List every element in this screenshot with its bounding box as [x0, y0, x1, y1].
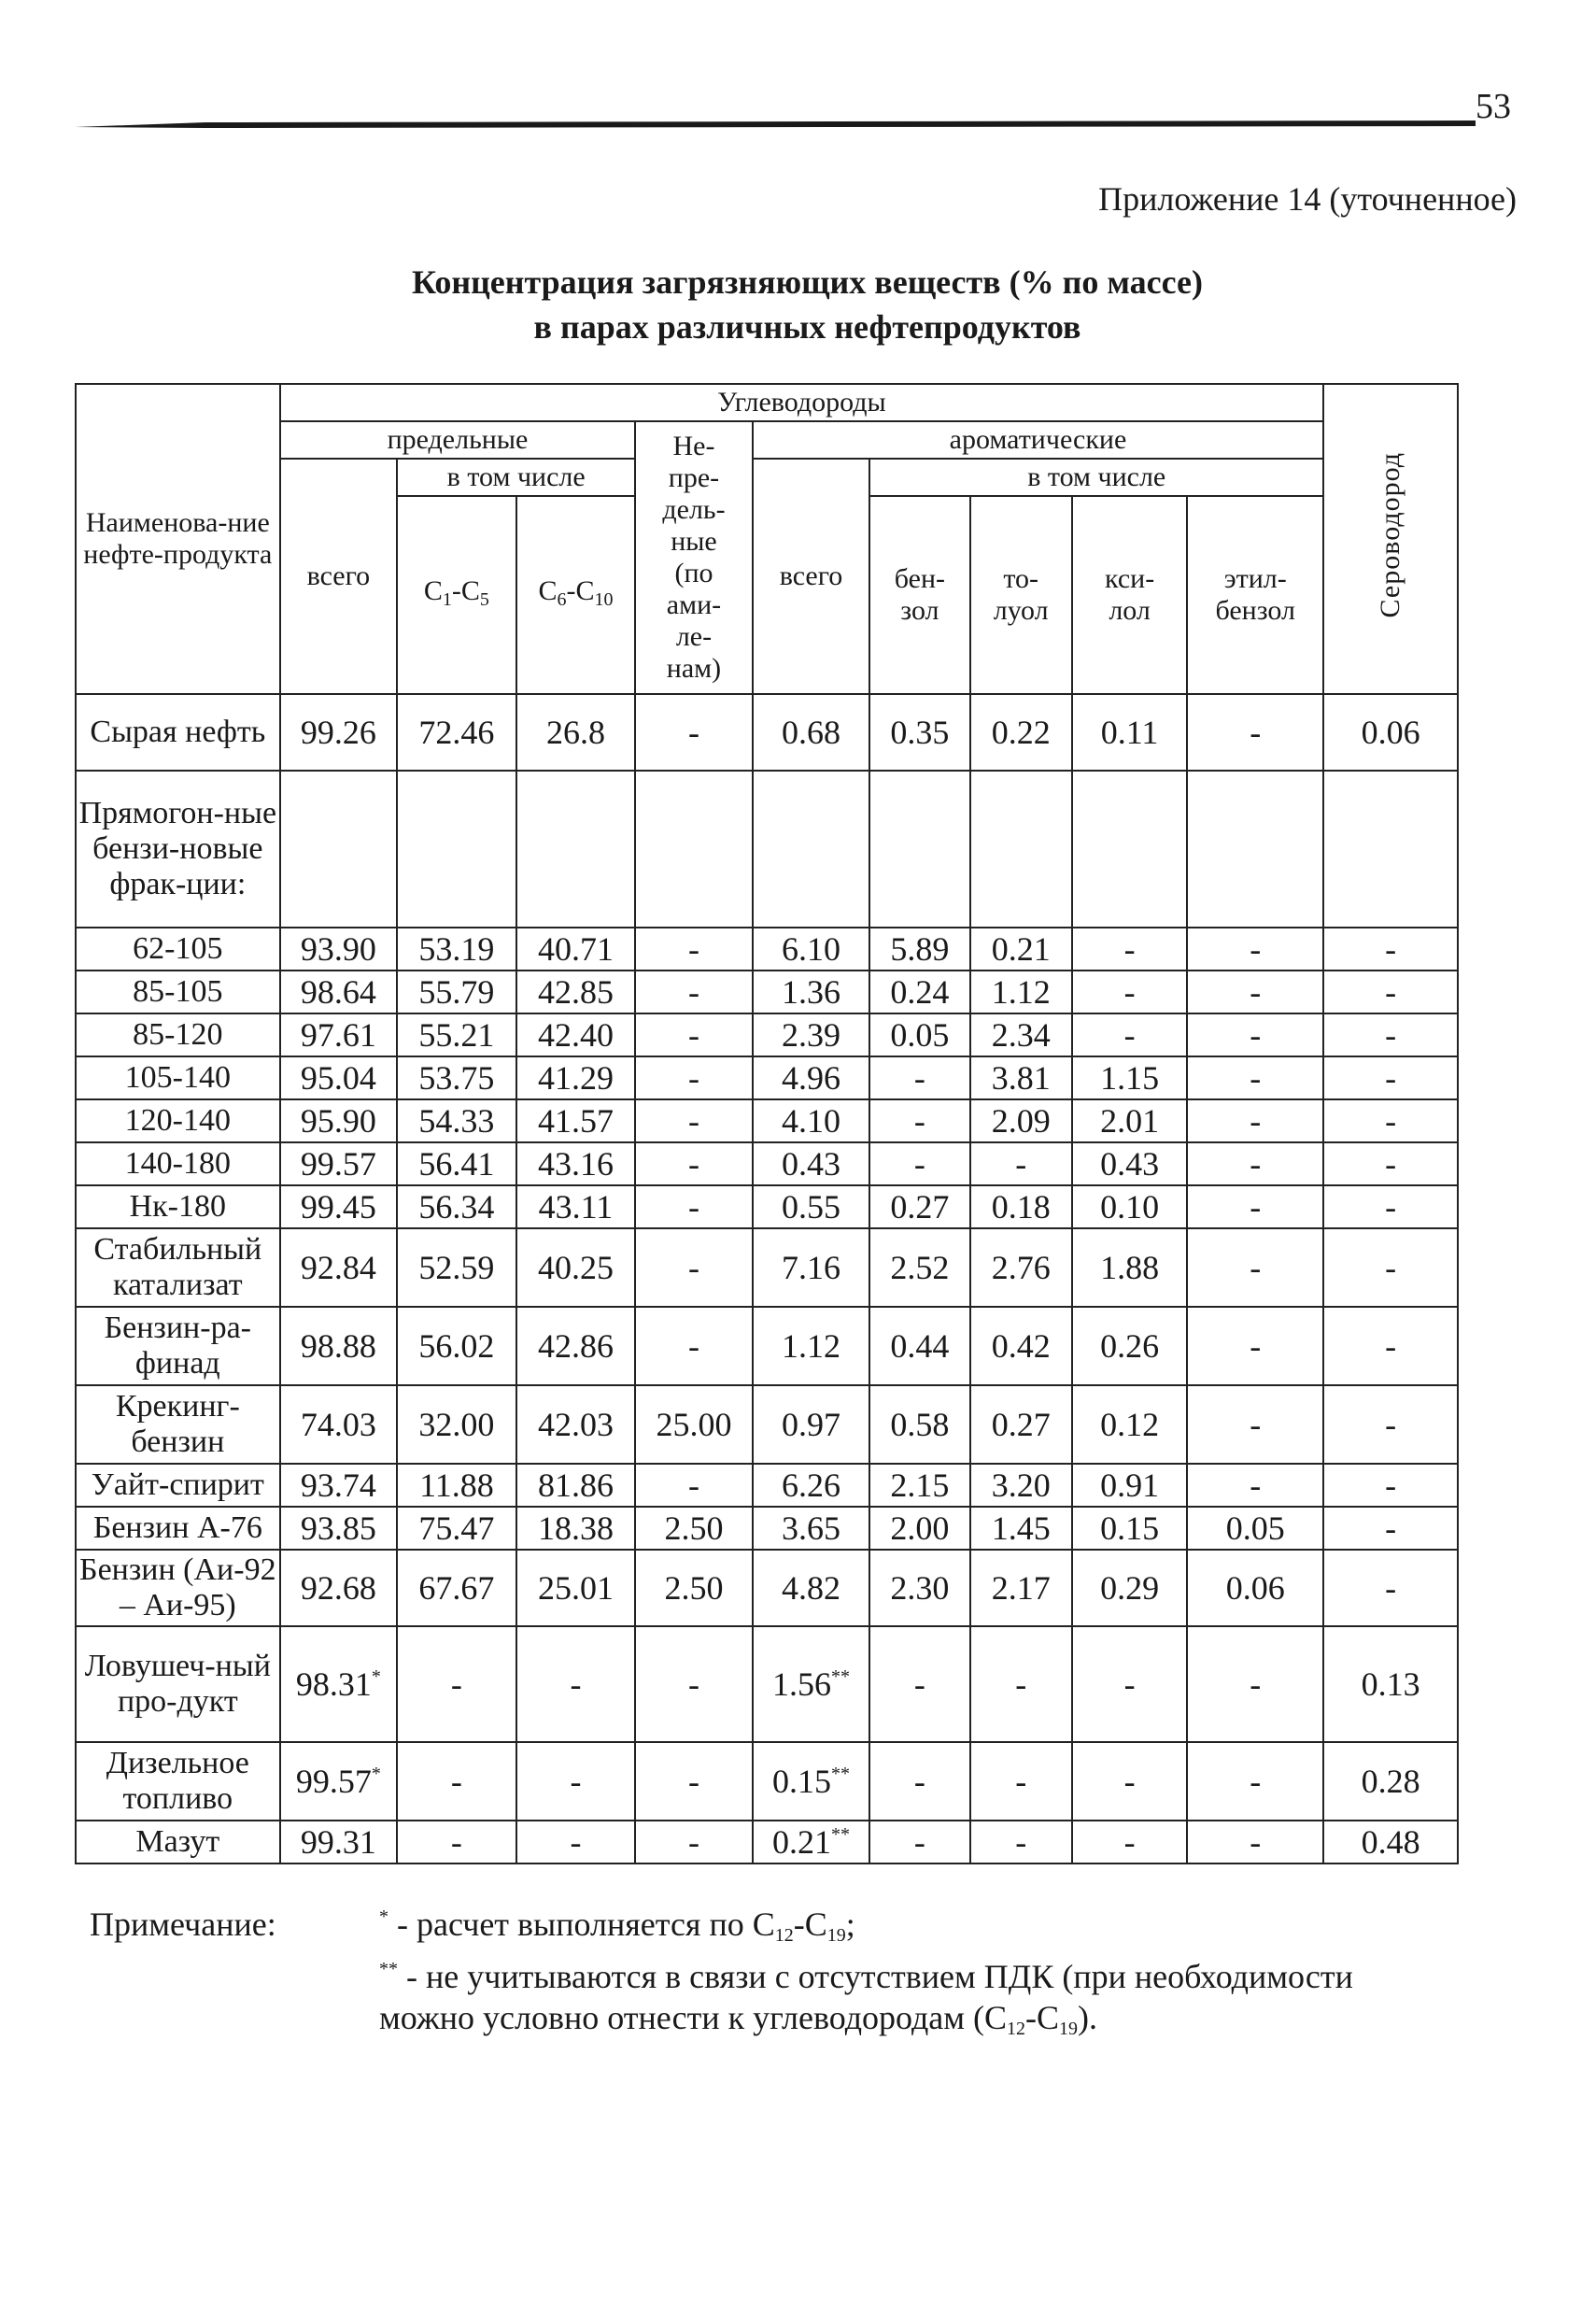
footnote-mark: **: [830, 1666, 850, 1687]
value-cell: 0.44: [869, 1307, 969, 1385]
value-cell: -: [1187, 928, 1323, 971]
table-row: [76, 1550, 1458, 1626]
value-cell: 0.06: [1323, 694, 1458, 771]
value-cell: 53.19: [397, 928, 516, 971]
page-title: [0, 260, 1596, 349]
value-cell: 4.96: [753, 1056, 870, 1099]
value-cell: 0.11: [1072, 694, 1187, 771]
group-row-straight-run: [76, 771, 1458, 928]
value-cell: 0.97: [753, 1385, 870, 1464]
value-cell: -: [1323, 971, 1458, 1013]
footnote-mark: **: [830, 1824, 850, 1845]
value-cell: -: [1187, 971, 1323, 1013]
empty-cell: [280, 771, 398, 928]
value-cell: -: [1072, 1742, 1187, 1821]
value-cell: 32.00: [397, 1385, 516, 1464]
value-cell: -: [1187, 1385, 1323, 1464]
value-cell: 2.30: [869, 1550, 969, 1626]
value-cell: 7.16: [753, 1228, 870, 1307]
header-xylene: кси-лол: [1072, 496, 1187, 694]
value-cell: 0.42: [970, 1307, 1072, 1385]
value-cell: 67.67: [397, 1550, 516, 1626]
value-cell: 11.88: [397, 1464, 516, 1507]
value-cell: 98.88: [280, 1307, 398, 1385]
value-cell: -: [1323, 1228, 1458, 1307]
row-name: Дизельное топливо: [76, 1742, 280, 1821]
value-cell: 2.01: [1072, 1099, 1187, 1142]
value-cell: 56.34: [397, 1185, 516, 1228]
value-cell: 92.68: [280, 1550, 398, 1626]
value-cell: 2.39: [753, 1013, 870, 1056]
value-cell: 18.38: [516, 1507, 636, 1550]
value-cell: 2.09: [970, 1099, 1072, 1142]
row-name: Стабильный катализат: [76, 1228, 280, 1307]
value-cell: -: [869, 1056, 969, 1099]
table-row: [76, 1185, 1458, 1228]
value-cell: -: [1072, 928, 1187, 971]
appendix-label: Приложение 14 (уточненное): [1098, 180, 1517, 218]
value-cell: 43.11: [516, 1185, 636, 1228]
value-cell: 0.18: [970, 1185, 1072, 1228]
value-cell: -: [516, 1626, 636, 1742]
value-cell: -: [1187, 1142, 1323, 1185]
row-name: Прямогон-ные бензи-новые фрак-ции:: [76, 771, 280, 928]
header-toluene: то-луол: [970, 496, 1072, 694]
header-c6-c10: $C_6-C_{10}$: [516, 496, 636, 694]
footnote-mark: *: [371, 1666, 381, 1687]
value-cell: 40.71: [516, 928, 636, 971]
value-cell: -: [635, 1464, 753, 1507]
row-name: Бензин-ра-финад: [76, 1307, 280, 1385]
value-cell: 0.15**: [753, 1742, 870, 1821]
row-name: Бензин (Аи-92 – Аи-95): [76, 1550, 280, 1626]
value-cell: -: [635, 694, 753, 771]
value-cell: 75.47: [397, 1507, 516, 1550]
header-benzene: бен-зол: [869, 496, 969, 694]
value-cell: -: [1323, 1185, 1458, 1228]
value-cell: 0.22: [970, 694, 1072, 771]
value-cell: -: [869, 1626, 969, 1742]
row-name: 62-105: [76, 928, 280, 971]
value-cell: 0.05: [869, 1013, 969, 1056]
value-cell: 2.76: [970, 1228, 1072, 1307]
value-cell: 0.29: [1072, 1550, 1187, 1626]
value-cell: 0.27: [869, 1185, 969, 1228]
value-cell: -: [1187, 1056, 1323, 1099]
value-cell: -: [869, 1099, 969, 1142]
empty-cell: [397, 771, 516, 928]
value-cell: -: [1187, 1742, 1323, 1821]
value-cell: -: [397, 1821, 516, 1863]
value-cell: 1.15: [1072, 1056, 1187, 1099]
value-cell: -: [635, 928, 753, 971]
value-cell: -: [1187, 1464, 1323, 1507]
value-cell: 0.43: [753, 1142, 870, 1185]
table-row: [76, 1099, 1458, 1142]
value-cell: -: [1187, 1185, 1323, 1228]
value-cell: -: [635, 1142, 753, 1185]
value-cell: 6.26: [753, 1464, 870, 1507]
header-h2s-label: Сероводород: [1375, 452, 1406, 618]
value-cell: -: [1323, 1550, 1458, 1626]
table-row: [76, 1507, 1458, 1550]
footnote-line-1: * - расчет выполняется по $C_{12}-C_{19}$;: [379, 1906, 855, 1946]
value-cell: 98.64: [280, 971, 398, 1013]
value-cell: 42.03: [516, 1385, 636, 1464]
footnote-mark: *: [371, 1764, 381, 1784]
header-row-1: [76, 384, 1458, 421]
value-cell: -: [1187, 1228, 1323, 1307]
value-cell: 0.15: [1072, 1507, 1187, 1550]
header-unsaturated: Не-пре-дель-ные (по ами-ле-нам): [635, 421, 753, 694]
value-cell: 26.8: [516, 694, 636, 771]
table-row: [76, 1013, 1458, 1056]
value-cell: -: [1187, 1821, 1323, 1863]
value-cell: 56.02: [397, 1307, 516, 1385]
empty-cell: [1072, 771, 1187, 928]
value-cell: 2.50: [635, 1550, 753, 1626]
header-rule: [75, 120, 1476, 129]
value-cell: -: [397, 1626, 516, 1742]
value-cell: -: [635, 1821, 753, 1863]
value-cell: 93.74: [280, 1464, 398, 1507]
empty-cell: [1323, 771, 1458, 928]
value-cell: -: [1187, 1307, 1323, 1385]
value-cell: 25.00: [635, 1385, 753, 1464]
value-cell: 1.45: [970, 1507, 1072, 1550]
value-cell: -: [516, 1742, 636, 1821]
value-cell: 1.12: [970, 971, 1072, 1013]
value-cell: 0.26: [1072, 1307, 1187, 1385]
title-line-2: в парах различных нефтепродуктов: [533, 308, 1081, 346]
row-name: Мазут: [76, 1821, 280, 1863]
value-cell: 0.68: [753, 694, 870, 771]
value-cell: 0.05: [1187, 1507, 1323, 1550]
value-cell: 0.21**: [753, 1821, 870, 1863]
value-cell: -: [1323, 1385, 1458, 1464]
concentration-table: [75, 383, 1459, 1864]
header-saturated-total: всего: [280, 459, 398, 694]
table-row: [76, 1742, 1458, 1821]
table-row: [76, 971, 1458, 1013]
value-cell: 0.13: [1323, 1626, 1458, 1742]
value-cell: 81.86: [516, 1464, 636, 1507]
empty-cell: [869, 771, 969, 928]
value-cell: 42.85: [516, 971, 636, 1013]
value-cell: 41.57: [516, 1099, 636, 1142]
footnote-mark: **: [830, 1764, 850, 1784]
value-cell: -: [970, 1821, 1072, 1863]
value-cell: -: [635, 1228, 753, 1307]
value-cell: -: [1187, 694, 1323, 771]
value-cell: -: [516, 1821, 636, 1863]
value-cell: -: [635, 1099, 753, 1142]
value-cell: 41.29: [516, 1056, 636, 1099]
row-name: 85-120: [76, 1013, 280, 1056]
value-cell: 55.21: [397, 1013, 516, 1056]
value-cell: -: [1187, 1013, 1323, 1056]
header-product-name: Наименова-ние нефте-продукта: [76, 384, 280, 694]
table-row: [76, 1385, 1458, 1464]
value-cell: 97.61: [280, 1013, 398, 1056]
value-cell: -: [635, 1742, 753, 1821]
value-cell: 0.43: [1072, 1142, 1187, 1185]
value-cell: -: [1187, 1626, 1323, 1742]
empty-cell: [753, 771, 870, 928]
value-cell: 2.00: [869, 1507, 969, 1550]
header-saturated-including: в том числе: [397, 459, 635, 496]
value-cell: 53.75: [397, 1056, 516, 1099]
value-cell: 0.91: [1072, 1464, 1187, 1507]
value-cell: 0.55: [753, 1185, 870, 1228]
value-cell: -: [635, 1185, 753, 1228]
value-cell: -: [1323, 1507, 1458, 1550]
value-cell: -: [970, 1626, 1072, 1742]
value-cell: -: [397, 1742, 516, 1821]
table-row: [76, 1142, 1458, 1185]
value-cell: 2.50: [635, 1507, 753, 1550]
value-cell: 56.41: [397, 1142, 516, 1185]
row-name: 85-105: [76, 971, 280, 1013]
header-row-2: [76, 421, 1458, 459]
row-name: Уайт-спирит: [76, 1464, 280, 1507]
table-row: [76, 1821, 1458, 1863]
value-cell: 99.31: [280, 1821, 398, 1863]
value-cell: 2.34: [970, 1013, 1072, 1056]
value-cell: 98.31*: [280, 1626, 398, 1742]
empty-cell: [1187, 771, 1323, 928]
value-cell: -: [1323, 1056, 1458, 1099]
value-cell: 3.65: [753, 1507, 870, 1550]
value-cell: 99.26: [280, 694, 398, 771]
page-number: 53: [1476, 87, 1511, 126]
header-aromatic-including: в том числе: [869, 459, 1323, 496]
value-cell: -: [635, 1056, 753, 1099]
value-cell: -: [1323, 1099, 1458, 1142]
value-cell: 3.81: [970, 1056, 1072, 1099]
footnote-body: [379, 1904, 1453, 2049]
value-cell: 0.10: [1072, 1185, 1187, 1228]
value-cell: 1.12: [753, 1307, 870, 1385]
value-cell: -: [1187, 1099, 1323, 1142]
value-cell: 93.85: [280, 1507, 398, 1550]
value-cell: -: [635, 971, 753, 1013]
value-cell: -: [869, 1821, 969, 1863]
header-saturated: предельные: [280, 421, 636, 459]
header-aromatic-total: всего: [753, 459, 870, 694]
value-cell: 1.36: [753, 971, 870, 1013]
table-row: [76, 1307, 1458, 1385]
row-name: Нк-180: [76, 1185, 280, 1228]
value-cell: 0.27: [970, 1385, 1072, 1464]
value-cell: 0.48: [1323, 1821, 1458, 1863]
row-name: Ловушеч-ный про-дукт: [76, 1626, 280, 1742]
table-row: [76, 1626, 1458, 1742]
header-row-3: [76, 459, 1458, 496]
value-cell: 93.90: [280, 928, 398, 971]
value-cell: -: [635, 1013, 753, 1056]
row-name: Бензин А-76: [76, 1507, 280, 1550]
value-cell: 95.90: [280, 1099, 398, 1142]
title-line-1: Концентрация загрязняющих веществ (% по массе): [412, 263, 1203, 301]
table-row: [76, 928, 1458, 971]
table-row: [76, 1464, 1458, 1507]
value-cell: 1.56**: [753, 1626, 870, 1742]
value-cell: 0.58: [869, 1385, 969, 1464]
value-cell: -: [1072, 1013, 1187, 1056]
value-cell: -: [1323, 928, 1458, 971]
value-cell: 4.10: [753, 1099, 870, 1142]
row-name: 105-140: [76, 1056, 280, 1099]
value-cell: -: [970, 1142, 1072, 1185]
table-row: [76, 694, 1458, 771]
value-cell: 3.20: [970, 1464, 1072, 1507]
value-cell: 42.40: [516, 1013, 636, 1056]
header-c1-c5: $C_1-C_5$: [397, 496, 516, 694]
value-cell: 55.79: [397, 971, 516, 1013]
value-cell: 0.21: [970, 928, 1072, 971]
value-cell: 0.28: [1323, 1742, 1458, 1821]
value-cell: -: [1323, 1464, 1458, 1507]
value-cell: 0.12: [1072, 1385, 1187, 1464]
footnote-line-2: ** - не учитываются в связи с отсутствием ПДК (при необходимости можно условно отнести к углеводородам $(C_{12}-C_{19})$.: [379, 1958, 1353, 2039]
value-cell: 1.88: [1072, 1228, 1187, 1307]
value-cell: -: [1323, 1142, 1458, 1185]
row-name: Сырая нефть: [76, 694, 280, 771]
value-cell: 99.45: [280, 1185, 398, 1228]
value-cell: 4.82: [753, 1550, 870, 1626]
value-cell: 99.57*: [280, 1742, 398, 1821]
value-cell: 0.06: [1187, 1550, 1323, 1626]
value-cell: 0.24: [869, 971, 969, 1013]
value-cell: 92.84: [280, 1228, 398, 1307]
value-cell: -: [869, 1142, 969, 1185]
footnote-label: Примечание:: [90, 1906, 276, 1943]
table-row: [76, 1228, 1458, 1307]
value-cell: 25.01: [516, 1550, 636, 1626]
row-name: Крекинг-бензин: [76, 1385, 280, 1464]
value-cell: 2.15: [869, 1464, 969, 1507]
header-h2s: [1323, 384, 1458, 694]
header-aromatic: ароматические: [753, 421, 1323, 459]
value-cell: 42.86: [516, 1307, 636, 1385]
value-cell: 5.89: [869, 928, 969, 971]
value-cell: -: [869, 1742, 969, 1821]
value-cell: 54.33: [397, 1099, 516, 1142]
value-cell: 99.57: [280, 1142, 398, 1185]
empty-cell: [635, 771, 753, 928]
empty-cell: [516, 771, 636, 928]
value-cell: 0.35: [869, 694, 969, 771]
value-cell: 6.10: [753, 928, 870, 971]
value-cell: -: [970, 1742, 1072, 1821]
value-cell: -: [1072, 971, 1187, 1013]
row-name: 140-180: [76, 1142, 280, 1185]
table-row: [76, 1056, 1458, 1099]
value-cell: -: [635, 1307, 753, 1385]
value-cell: -: [1072, 1821, 1187, 1863]
value-cell: 40.25: [516, 1228, 636, 1307]
value-cell: 74.03: [280, 1385, 398, 1464]
value-cell: 95.04: [280, 1056, 398, 1099]
header-ethylbenzene: этил-бензол: [1187, 496, 1323, 694]
row-name: 120-140: [76, 1099, 280, 1142]
value-cell: 43.16: [516, 1142, 636, 1185]
value-cell: 72.46: [397, 694, 516, 771]
value-cell: -: [635, 1626, 753, 1742]
value-cell: -: [1323, 1013, 1458, 1056]
header-hydrocarbons: Углеводороды: [280, 384, 1324, 421]
value-cell: -: [1072, 1626, 1187, 1742]
value-cell: 52.59: [397, 1228, 516, 1307]
value-cell: -: [1323, 1307, 1458, 1385]
empty-cell: [970, 771, 1072, 928]
value-cell: 2.17: [970, 1550, 1072, 1626]
value-cell: 2.52: [869, 1228, 969, 1307]
